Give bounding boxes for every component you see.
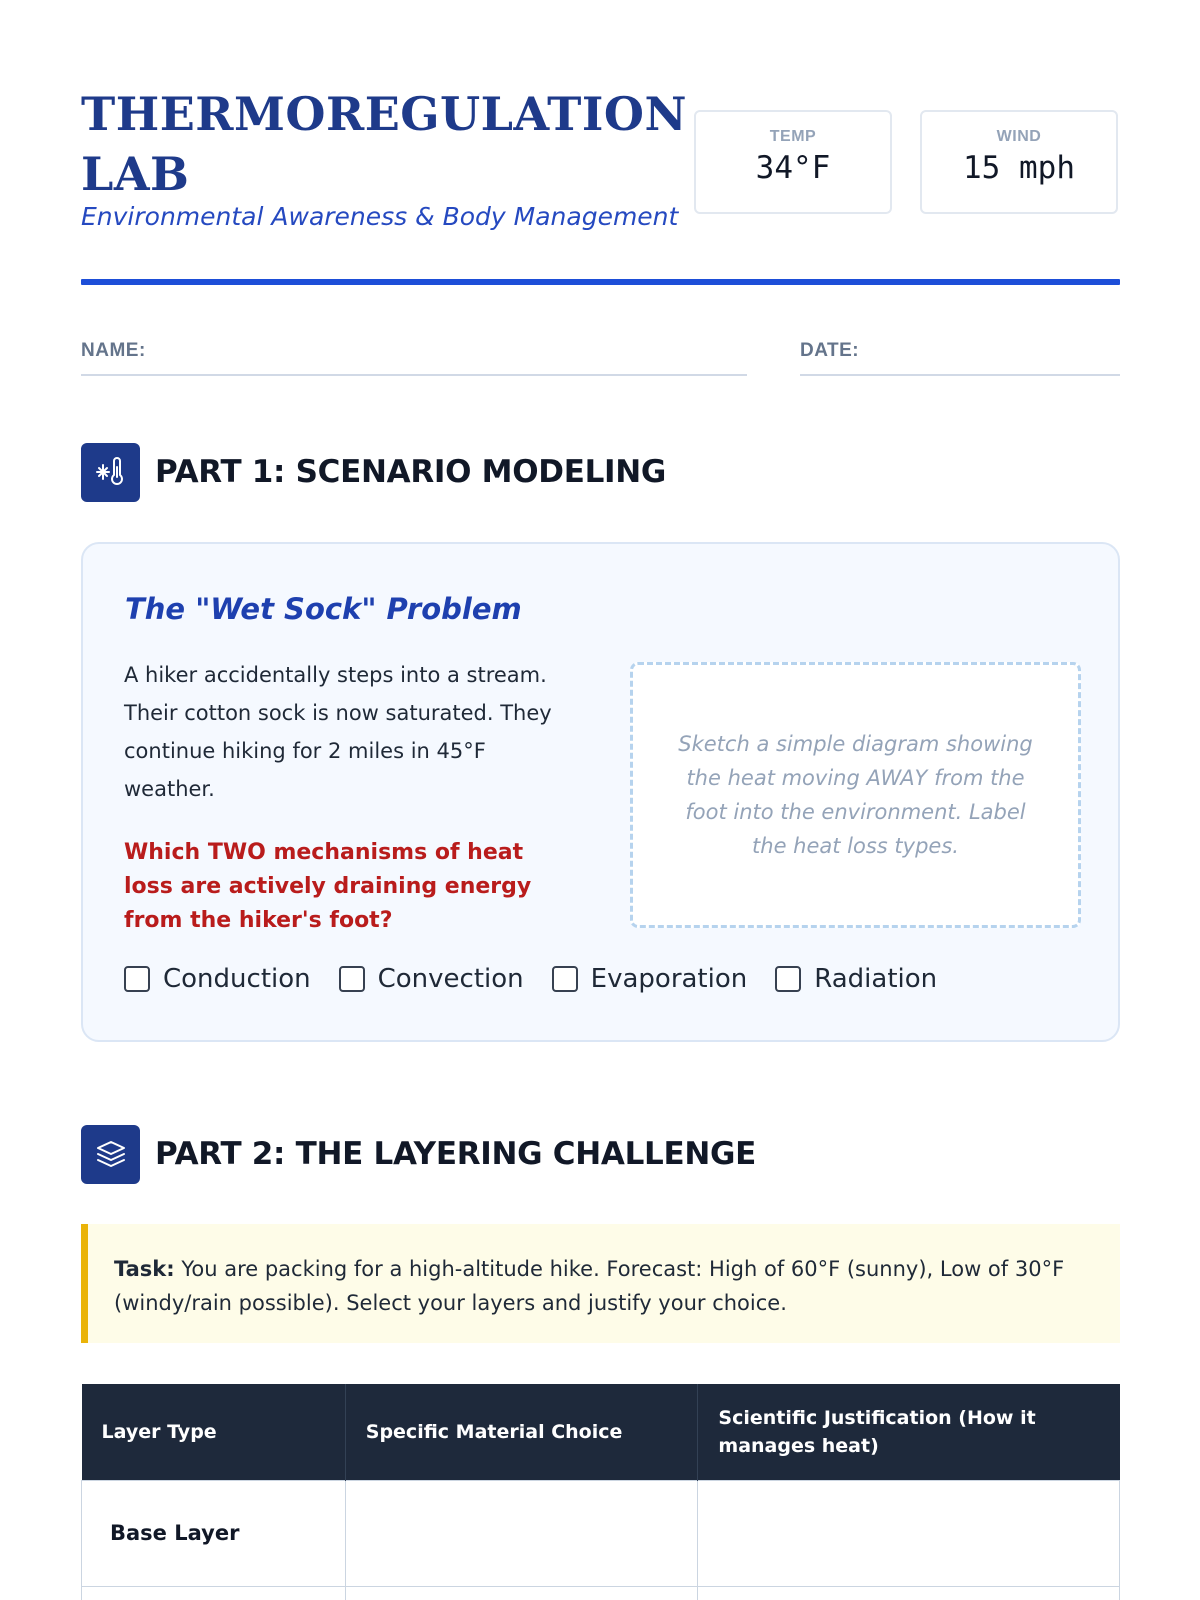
scenario-title: The "Wet Sock" Problem bbox=[125, 592, 522, 626]
table-row bbox=[82, 1480, 1120, 1586]
name-field[interactable] bbox=[81, 340, 747, 376]
part2-title: PART 2: THE LAYERING CHALLENGE bbox=[155, 1136, 757, 1172]
sketch-prompt: Sketch a simple diagram showing the heat moving AWAY from the foot into the environment. Label the heat loss types. bbox=[678, 732, 1033, 858]
scenario-card bbox=[81, 542, 1120, 1042]
task-callout bbox=[81, 1224, 1120, 1343]
part1-title: PART 1: SCENARIO MODELING bbox=[155, 454, 667, 490]
wind-label: WIND bbox=[996, 128, 1042, 145]
heat-loss-options bbox=[124, 964, 965, 994]
part2-heading bbox=[81, 1124, 756, 1184]
thermometer-snowflake-icon bbox=[81, 443, 140, 502]
option-label: Radiation bbox=[814, 964, 938, 994]
header bbox=[81, 82, 1120, 242]
layers-icon bbox=[81, 1125, 140, 1184]
radiation-checkbox[interactable] bbox=[775, 966, 801, 992]
sketch-area[interactable] bbox=[630, 662, 1081, 928]
temp-value: 34°F bbox=[755, 150, 831, 186]
option-label: Evaporation bbox=[590, 964, 748, 994]
page-subtitle: Environmental Awareness & Body Management bbox=[81, 202, 679, 231]
temp-stat-box bbox=[694, 110, 892, 214]
option-radiation[interactable] bbox=[775, 964, 937, 994]
option-evaporation[interactable] bbox=[552, 964, 748, 994]
table-header-row bbox=[82, 1384, 1120, 1480]
task-label: Task: bbox=[114, 1257, 175, 1281]
column-header: Layer Type bbox=[82, 1384, 346, 1480]
temp-label: TEMP bbox=[769, 128, 817, 145]
layer-type-cell: Base Layer bbox=[82, 1480, 346, 1586]
justification-cell[interactable] bbox=[698, 1586, 1120, 1600]
wind-value: 15 mph bbox=[963, 150, 1075, 186]
convection-checkbox[interactable] bbox=[339, 966, 365, 992]
table-row bbox=[82, 1586, 1120, 1600]
evaporation-checkbox[interactable] bbox=[552, 966, 578, 992]
column-header: Scientific Justification (How it manages heat) bbox=[698, 1384, 1120, 1480]
page-title: THERMOREGULATION LAB bbox=[81, 87, 688, 201]
option-conduction[interactable] bbox=[124, 964, 311, 994]
scenario-text: A hiker accidentally steps into a stream. Their cotton sock is now saturated. They continue hiking for 2 miles in 45°F weather. bbox=[124, 663, 552, 801]
layering-table bbox=[81, 1384, 1120, 1600]
task-text: You are packing for a high-altitude hike. Forecast: High of 60°F (sunny), Low of 30°F (windy/rain possible). Select your layers and justify your choice. bbox=[114, 1257, 1065, 1315]
column-header: Specific Material Choice bbox=[345, 1384, 698, 1480]
header-divider bbox=[81, 279, 1120, 285]
date-label: DATE: bbox=[800, 340, 860, 361]
name-label: NAME: bbox=[81, 340, 146, 361]
option-convection[interactable] bbox=[339, 964, 524, 994]
scenario-question: Which TWO mechanisms of heat loss are actively draining energy from the hiker's foot? bbox=[124, 840, 532, 933]
option-label: Convection bbox=[377, 964, 524, 994]
date-field[interactable] bbox=[800, 340, 1120, 376]
conduction-checkbox[interactable] bbox=[124, 966, 150, 992]
material-choice-cell[interactable] bbox=[345, 1586, 698, 1600]
justification-cell[interactable] bbox=[698, 1480, 1120, 1586]
option-label: Conduction bbox=[163, 964, 311, 994]
material-choice-cell[interactable] bbox=[345, 1480, 698, 1586]
wind-stat-box bbox=[920, 110, 1118, 214]
part1-heading bbox=[81, 442, 666, 502]
layer-type-cell bbox=[82, 1586, 346, 1600]
